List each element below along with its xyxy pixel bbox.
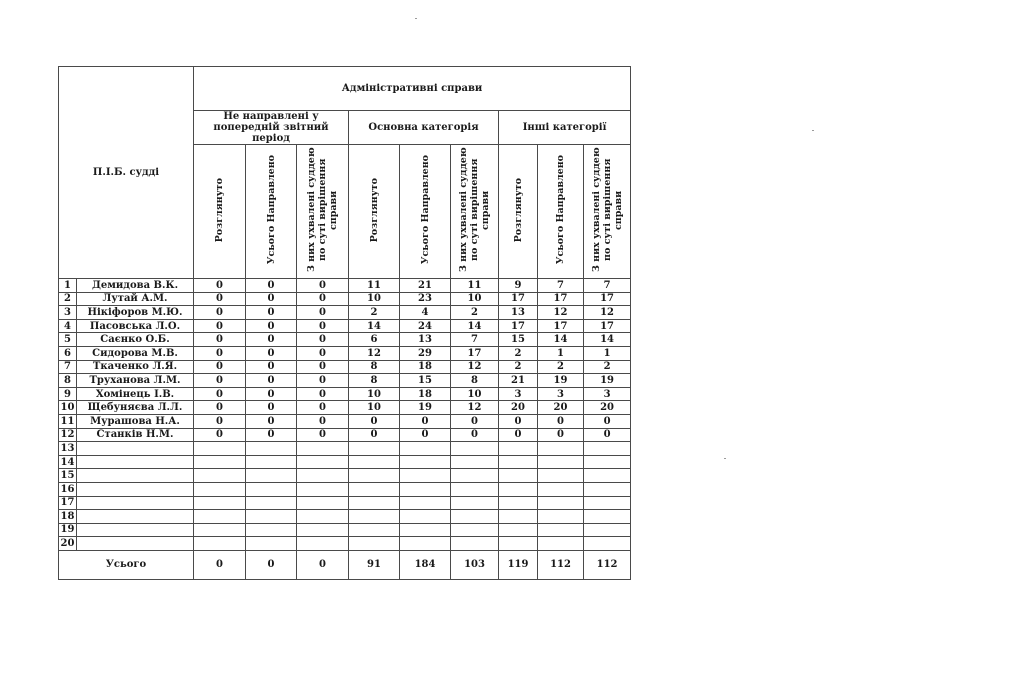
- table-cell: [349, 482, 400, 496]
- column-header: [584, 145, 631, 279]
- table-cell: 0: [499, 428, 538, 442]
- row-number: 3: [59, 306, 77, 320]
- table-cell: [194, 482, 246, 496]
- table-cell: [246, 482, 297, 496]
- table-cell: 0: [297, 346, 349, 360]
- table-cell: 0: [297, 306, 349, 320]
- table-cell: [400, 523, 451, 537]
- table-cell: 20: [584, 401, 631, 415]
- table-cell: 4: [400, 306, 451, 320]
- judge-name: Лутай А.М.: [77, 292, 194, 306]
- column-header-label: Усього Направлено: [555, 155, 566, 265]
- table-cell: [400, 482, 451, 496]
- table-cell: [451, 482, 499, 496]
- row-number: 17: [59, 496, 77, 510]
- table-cell: 15: [499, 333, 538, 347]
- table-cell: [451, 496, 499, 510]
- table-cell: 0: [246, 387, 297, 401]
- table-cell: [194, 523, 246, 537]
- table-cell: 12: [584, 306, 631, 320]
- table-cell: [584, 442, 631, 456]
- table-cell: 13: [499, 306, 538, 320]
- table-cell: [499, 510, 538, 524]
- table-row: [59, 387, 631, 401]
- table-cell: 0: [246, 319, 297, 333]
- table-cell: 17: [584, 292, 631, 306]
- table-cell: 14: [584, 333, 631, 347]
- table-cell: 18: [400, 387, 451, 401]
- table-cell: 0: [297, 319, 349, 333]
- table-cell: 1: [584, 346, 631, 360]
- table-cell: 0: [194, 401, 246, 415]
- table-cell: 17: [538, 319, 584, 333]
- table-cell: [499, 442, 538, 456]
- table-row: [59, 428, 631, 442]
- table-cell: [194, 537, 246, 551]
- table-cell: 21: [499, 374, 538, 388]
- row-number: 19: [59, 523, 77, 537]
- table-cell: 19: [584, 374, 631, 388]
- table-cell: 0: [194, 428, 246, 442]
- table-cell: [297, 523, 349, 537]
- table-cell: [246, 442, 297, 456]
- judge-name: Труханова Л.М.: [77, 374, 194, 388]
- table-cell: [246, 537, 297, 551]
- row-number: 2: [59, 292, 77, 306]
- table-cell: 11: [451, 279, 499, 293]
- table-cell: 0: [194, 360, 246, 374]
- table-cell: [499, 455, 538, 469]
- table-cell: 0: [246, 401, 297, 415]
- table-cell: 12: [451, 401, 499, 415]
- table-cell: 13: [400, 333, 451, 347]
- table-cell: 0: [451, 428, 499, 442]
- row-number: 12: [59, 428, 77, 442]
- judge-name: Сидорова М.В.: [77, 346, 194, 360]
- table-cell: 0: [297, 360, 349, 374]
- judge-name: [77, 537, 194, 551]
- table-cell: 14: [349, 319, 400, 333]
- row-number: 5: [59, 333, 77, 347]
- table-cell: 0: [538, 428, 584, 442]
- table-cell: [400, 442, 451, 456]
- table-cell: 2: [349, 306, 400, 320]
- table-cell: 3: [584, 387, 631, 401]
- total-cell: 103: [451, 550, 499, 579]
- table-row: [59, 414, 631, 428]
- table-cell: [349, 496, 400, 510]
- table-cell: [297, 455, 349, 469]
- table-row: [59, 455, 631, 469]
- table-row: [59, 333, 631, 347]
- table-cell: [451, 523, 499, 537]
- table-cell: 3: [538, 387, 584, 401]
- column-header: [499, 145, 538, 279]
- table-cell: [194, 510, 246, 524]
- table-cell: 0: [297, 387, 349, 401]
- row-number: 1: [59, 279, 77, 293]
- table-cell: 0: [194, 279, 246, 293]
- table-row: [59, 374, 631, 388]
- judge-name: Мурашова Н.А.: [77, 414, 194, 428]
- table-cell: [538, 537, 584, 551]
- table-cell: [499, 496, 538, 510]
- table-cell: 2: [584, 360, 631, 374]
- table-cell: 8: [349, 360, 400, 374]
- total-label: Усього: [59, 550, 194, 579]
- table-cell: 14: [451, 319, 499, 333]
- judge-name: Демидова В.К.: [77, 279, 194, 293]
- table-cell: 12: [349, 346, 400, 360]
- row-number: 4: [59, 319, 77, 333]
- row-number: 11: [59, 414, 77, 428]
- total-cell: 0: [297, 550, 349, 579]
- column-header: [349, 145, 400, 279]
- table-cell: 0: [246, 360, 297, 374]
- table-cell: 20: [538, 401, 584, 415]
- table-cell: [584, 482, 631, 496]
- table-cell: [349, 523, 400, 537]
- table-cell: [451, 442, 499, 456]
- column-header: [538, 145, 584, 279]
- table-cell: [538, 482, 584, 496]
- table-cell: [246, 510, 297, 524]
- table-cell: 0: [194, 319, 246, 333]
- row-number: 6: [59, 346, 77, 360]
- table-cell: [246, 469, 297, 483]
- table-cell: 18: [400, 360, 451, 374]
- table-cell: 0: [246, 374, 297, 388]
- table-cell: [538, 523, 584, 537]
- judge-name: [77, 442, 194, 456]
- table-cell: 8: [451, 374, 499, 388]
- table-cell: 0: [584, 428, 631, 442]
- judge-name-header: П.І.Б. судді: [59, 67, 194, 279]
- judges-case-report-table: [58, 66, 631, 580]
- judge-name: Саєнко О.Б.: [77, 333, 194, 347]
- table-cell: 0: [194, 414, 246, 428]
- column-header-label: З них ухвалені суддею по суті вирішення справи: [306, 147, 339, 273]
- table-cell: 24: [400, 319, 451, 333]
- table-cell: [451, 469, 499, 483]
- table-cell: [584, 455, 631, 469]
- table-cell: [538, 455, 584, 469]
- table-cell: [538, 510, 584, 524]
- row-number: 15: [59, 469, 77, 483]
- scan-speck: [724, 458, 726, 459]
- row-number: 20: [59, 537, 77, 551]
- table-row: [59, 537, 631, 551]
- table-cell: [297, 442, 349, 456]
- table-cell: 11: [349, 279, 400, 293]
- judge-name: [77, 455, 194, 469]
- table-row: [59, 523, 631, 537]
- total-cell: 91: [349, 550, 400, 579]
- row-number: 10: [59, 401, 77, 415]
- table-cell: 0: [194, 374, 246, 388]
- judge-name: [77, 482, 194, 496]
- table-cell: 23: [400, 292, 451, 306]
- column-header: [400, 145, 451, 279]
- table-row: [59, 469, 631, 483]
- judge-name: [77, 510, 194, 524]
- table-cell: [400, 455, 451, 469]
- table-row: [59, 319, 631, 333]
- table-cell: [246, 523, 297, 537]
- column-header-label: Розглянуто: [512, 177, 524, 243]
- row-number: 18: [59, 510, 77, 524]
- table-cell: 12: [451, 360, 499, 374]
- row-number: 13: [59, 442, 77, 456]
- table-cell: 10: [349, 292, 400, 306]
- scan-speck: [415, 18, 417, 19]
- table-cell: [349, 469, 400, 483]
- table-cell: 2: [451, 306, 499, 320]
- table-row: [59, 279, 631, 293]
- table-cell: [584, 537, 631, 551]
- table-row: [59, 496, 631, 510]
- table-cell: [349, 537, 400, 551]
- column-header-label: Розглянуто: [214, 177, 225, 243]
- row-number: 14: [59, 455, 77, 469]
- group-header-other-categories: Інші категорії: [499, 111, 631, 145]
- table-cell: [297, 469, 349, 483]
- column-header-label: Усього Направлено: [419, 155, 431, 265]
- table-cell: 10: [349, 401, 400, 415]
- table-cell: 0: [194, 292, 246, 306]
- table-cell: [538, 496, 584, 510]
- table-cell: 2: [499, 346, 538, 360]
- table-cell: [451, 455, 499, 469]
- table-cell: [297, 496, 349, 510]
- total-cell: 0: [194, 550, 246, 579]
- table-cell: 29: [400, 346, 451, 360]
- table-cell: 0: [246, 279, 297, 293]
- table-cell: [499, 523, 538, 537]
- table-cell: [499, 482, 538, 496]
- judge-name: Нікіфоров М.Ю.: [77, 306, 194, 320]
- table-cell: 21: [400, 279, 451, 293]
- table-cell: 0: [297, 414, 349, 428]
- table-cell: [194, 455, 246, 469]
- judge-name: [77, 523, 194, 537]
- table-cell: [400, 537, 451, 551]
- table-cell: 0: [349, 428, 400, 442]
- column-header: [297, 145, 349, 279]
- table-cell: [584, 469, 631, 483]
- table-cell: [194, 442, 246, 456]
- row-number: 7: [59, 360, 77, 374]
- judge-name: Щебуняєва Л.Л.: [77, 401, 194, 415]
- table-cell: [584, 496, 631, 510]
- judge-name: Ткаченко Л.Я.: [77, 360, 194, 374]
- table-row: [59, 306, 631, 320]
- table-row: [59, 510, 631, 524]
- judge-name: Хомінець І.В.: [77, 387, 194, 401]
- table-row: [59, 360, 631, 374]
- row-number: 8: [59, 374, 77, 388]
- table-cell: 0: [451, 414, 499, 428]
- table-cell: [538, 469, 584, 483]
- table-cell: 7: [451, 333, 499, 347]
- column-header: [246, 145, 297, 279]
- table-cell: [246, 496, 297, 510]
- table-cell: 0: [246, 414, 297, 428]
- table-cell: [584, 510, 631, 524]
- table-cell: [400, 496, 451, 510]
- table-cell: [349, 510, 400, 524]
- table-cell: 0: [538, 414, 584, 428]
- table-row: [59, 346, 631, 360]
- table-cell: 19: [538, 374, 584, 388]
- total-row: [59, 550, 631, 579]
- total-cell: 119: [499, 550, 538, 579]
- table-row: [59, 482, 631, 496]
- table-cell: 0: [499, 414, 538, 428]
- table-cell: 19: [400, 401, 451, 415]
- table-cell: 0: [400, 414, 451, 428]
- table-cell: 15: [400, 374, 451, 388]
- table-cell: 0: [194, 346, 246, 360]
- table-cell: 12: [538, 306, 584, 320]
- table-cell: [451, 510, 499, 524]
- table-cell: [297, 537, 349, 551]
- table-cell: 17: [499, 319, 538, 333]
- table-row: [59, 401, 631, 415]
- judge-name: Станків Н.М.: [77, 428, 194, 442]
- table-cell: 3: [499, 387, 538, 401]
- table-cell: [297, 482, 349, 496]
- table-row: [59, 292, 631, 306]
- table-cell: 2: [499, 360, 538, 374]
- table-cell: 0: [297, 401, 349, 415]
- table-cell: 0: [194, 306, 246, 320]
- table-cell: 20: [499, 401, 538, 415]
- table-cell: 0: [246, 346, 297, 360]
- table-cell: 6: [349, 333, 400, 347]
- table-cell: 0: [246, 306, 297, 320]
- table-cell: [451, 537, 499, 551]
- column-header: [451, 145, 499, 279]
- table-cell: [194, 469, 246, 483]
- table-cell: 17: [499, 292, 538, 306]
- column-header-label: З них ухвалені суддею по суті вирішення справи: [458, 147, 491, 273]
- table-cell: 7: [584, 279, 631, 293]
- table-cell: 0: [584, 414, 631, 428]
- column-header-label: Розглянуто: [368, 177, 380, 243]
- table-cell: 2: [538, 360, 584, 374]
- judge-name: Пасовська Л.О.: [77, 319, 194, 333]
- total-cell: 184: [400, 550, 451, 579]
- group-header-not-sent: Не направлені у попередній звітний період: [194, 111, 349, 145]
- row-number: 16: [59, 482, 77, 496]
- total-cell: 112: [584, 550, 631, 579]
- table-cell: 10: [349, 387, 400, 401]
- table-cell: 0: [400, 428, 451, 442]
- total-cell: 112: [538, 550, 584, 579]
- table-cell: 0: [297, 279, 349, 293]
- judge-name: [77, 469, 194, 483]
- table-cell: [499, 469, 538, 483]
- column-header: [194, 145, 246, 279]
- table-cell: 17: [451, 346, 499, 360]
- table-cell: 0: [194, 333, 246, 347]
- table-row: [59, 442, 631, 456]
- table-cell: 14: [538, 333, 584, 347]
- table-cell: [246, 455, 297, 469]
- table-cell: 0: [246, 333, 297, 347]
- table-cell: 1: [538, 346, 584, 360]
- table-cell: 7: [538, 279, 584, 293]
- table-cell: 0: [297, 333, 349, 347]
- table-cell: 17: [538, 292, 584, 306]
- table-cell: [538, 442, 584, 456]
- scan-speck: [812, 130, 814, 131]
- judge-name: [77, 496, 194, 510]
- column-header-label: З них ухвалені суддею по суті вирішення справи: [590, 147, 624, 273]
- table-cell: 0: [297, 374, 349, 388]
- row-number: 9: [59, 387, 77, 401]
- table-cell: 0: [194, 387, 246, 401]
- table-cell: 0: [349, 414, 400, 428]
- table-cell: [349, 442, 400, 456]
- table-cell: [499, 537, 538, 551]
- table-cell: [400, 510, 451, 524]
- total-cell: 0: [246, 550, 297, 579]
- table-cell: 10: [451, 292, 499, 306]
- table-cell: 8: [349, 374, 400, 388]
- table-cell: 0: [246, 428, 297, 442]
- table-cell: [400, 469, 451, 483]
- table-cell: 9: [499, 279, 538, 293]
- table-cell: 0: [297, 292, 349, 306]
- table-cell: [349, 455, 400, 469]
- column-header-label: Усього Направлено: [265, 155, 277, 265]
- table-cell: 10: [451, 387, 499, 401]
- table-cell: [194, 496, 246, 510]
- table-cell: 0: [297, 428, 349, 442]
- table-cell: [584, 523, 631, 537]
- table-cell: 17: [584, 319, 631, 333]
- administrative-cases-header: Адміністративні справи: [194, 67, 631, 111]
- table-cell: 0: [246, 292, 297, 306]
- table-cell: [297, 510, 349, 524]
- group-header-main-category: Основна категорія: [349, 111, 499, 145]
